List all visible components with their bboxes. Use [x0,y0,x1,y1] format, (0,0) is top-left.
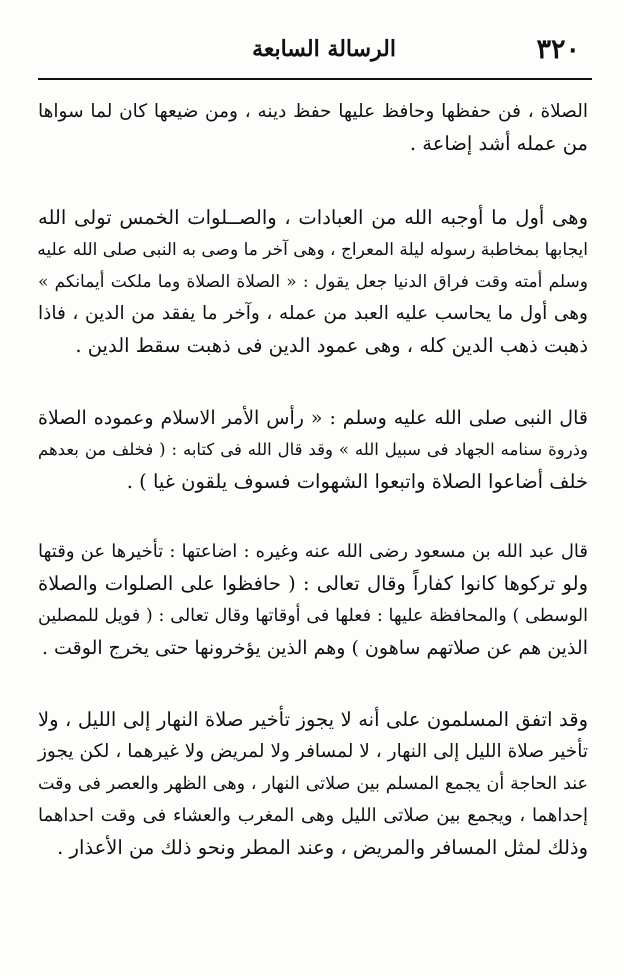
text-line: من عمله أشد إضاعة . [409,132,588,155]
paragraph-5 [38,704,588,864]
text-line: قال عبد الله بن مسعود رضى الله عنه وغيره : اضاعتها : تأخيرها عن وقتها [38,541,588,562]
page-body [38,96,588,894]
text-line: وذروة سنامه الجهاد فى سبيل الله » وقد قال الله فى كتابه : ( فخلف من بعدهم [38,440,588,459]
text-line: وهى أول ما أوجبه الله من العبادات ، والصــلوات الخمس تولى الله [38,206,588,229]
text-line: ايجابها بمخاطبة رسوله ليلة المعراج ، وهى آخر ما وصى به النبى صلى الله عليه [37,240,588,260]
text-line: عند الحاجة أن يجمع المسلم بين صلاتى النهار ، وهى الظهر والعصر فى وقت [38,774,588,794]
paragraph-2 [38,202,588,362]
paragraph-4 [38,536,588,664]
text-line: خلف أضاعوا الصلاة واتبعوا الشهوات فسوف يلقون غيا ) . [126,470,588,493]
text-line: إحداهما ، ويجمع بين صلاتى الليل وهى المغرب والعشاء فى وقت احداهما [38,805,589,826]
text-line: تأخير صلاة الليل إلى النهار ، لا لمسافر ولا لمريض ولا غيرهما ، لكن يجوز [38,741,588,762]
page-number: ٣٢٠ [536,34,580,65]
text-line: الذين هم عن صلاتهم ساهون ) وهم الذين يؤخرونها حتى يخرج الوقت . [41,637,588,659]
text-line: ولو تركوها كانوا كفاراً وقال تعالى : ( حافظوا على الصلوات والصلاة [38,572,588,595]
text-line: وسلم أمته وقت فراق الدنيا جعل يقول : « الصلاة الصلاة وما ملكت أيمانكم » [38,272,588,292]
text-line: قال النبى صلى الله عليه وسلم : « رأس الأمر الاسلام وعموده الصلاة [38,407,588,429]
paragraph-1 [38,96,588,160]
text-line: الوسطى ) والمحافظة عليها : فعلها فى أوقاتها وقال تعالى : ( فويل للمصلين [38,606,588,626]
text-line: الصلاة ، فن حفظها وحافظ عليها حفظ دينه ، ومن ضيعها كان لما سواها [38,101,588,122]
text-line: وقد اتفق المسلمون على أنه لا يجوز تأخير صلاة النهار إلى الليل ، ولا [38,708,588,731]
paragraph-3 [38,402,588,498]
text-line: ذهبت ذهب الدين كله ، وهى عمود الدين فى ذهبت سقط الدين . [75,334,588,357]
text-line: وهى أول ما يحاسب عليه العبد من عمله ، وآخر ما يفقد من الدين ، فاذا [38,303,588,324]
text-line: وذلك لمثل المسافر والمريض ، وعند المطر ونحو ذلك من الأعذار . [57,836,588,859]
page-header [40,30,586,74]
header-divider [38,78,592,80]
running-title: الرسالة السابعة [252,36,396,62]
